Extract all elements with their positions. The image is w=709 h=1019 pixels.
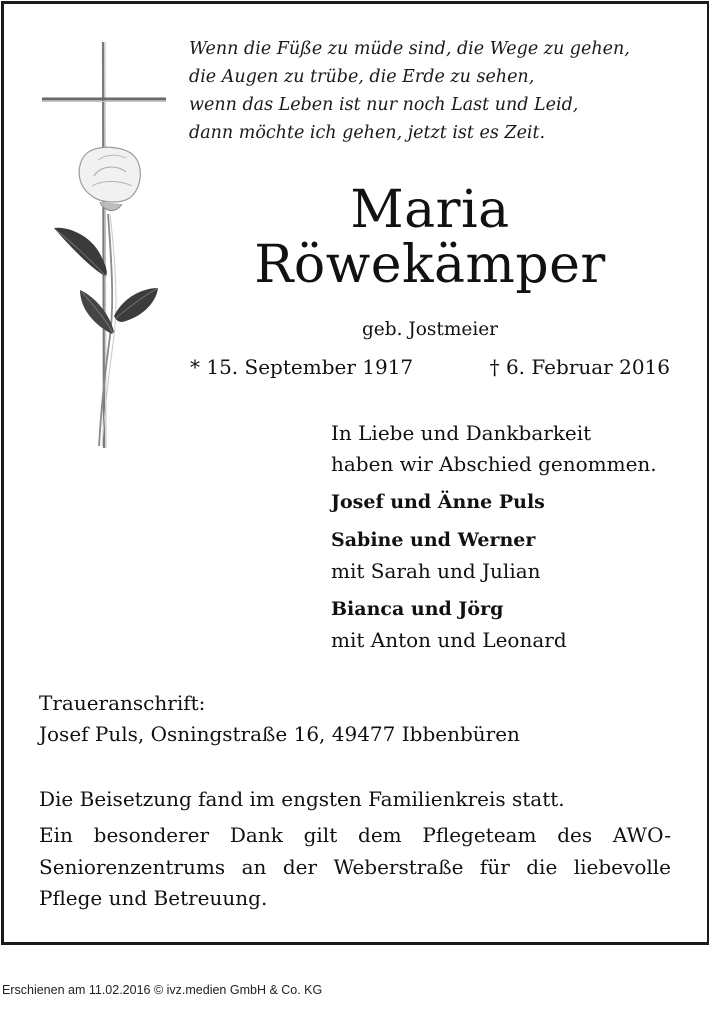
deceased-name: [190, 180, 670, 295]
mourner-subgroup: mit Sarah und Julian: [331, 559, 541, 583]
cross-with-rose-icon: [36, 36, 176, 456]
address-label: Traueranschrift:: [39, 691, 206, 715]
mourner-group: Sabine und Werner: [331, 529, 536, 551]
mourners-list: [331, 418, 691, 656]
mourner-subgroup: mit Anton und Leonard: [331, 628, 567, 652]
mourning-address: [39, 688, 679, 750]
poem-line: dann möchte ich gehen, jetzt ist es Zeit.: [189, 123, 546, 143]
poem-line: wenn das Leben ist nur noch Last und Leid,: [189, 95, 579, 115]
poem-line: die Augen zu trübe, die Erde zu sehen,: [189, 67, 535, 87]
mourners-intro: haben wir Abschied genommen.: [331, 452, 657, 476]
last-name: Röwekämper: [254, 235, 606, 295]
mourners-intro: In Liebe und Dankbarkeit: [331, 421, 592, 445]
mourner-group: Josef und Änne Puls: [331, 491, 545, 513]
thanks-note: Ein besonderer Dank gilt dem Pflegeteam des AWO-Seniorenzentrums an der Weberstraße für die liebevolle Pflege und Betreuung.: [39, 823, 671, 910]
maiden-name: geb. Jostmeier: [361, 319, 499, 340]
mourner-group: Bianca und Jörg: [331, 598, 504, 620]
publication-footer: Erschienen am 11.02.2016 © ivz.medien GmbH & Co. KG: [2, 983, 323, 997]
poem-line: Wenn die Füße zu müde sind, die Wege zu gehen,: [189, 39, 630, 59]
first-name: Maria: [350, 180, 510, 240]
death-date: † 6. Februar 2016: [489, 355, 670, 379]
birth-date: * 15. September 1917: [190, 355, 414, 379]
poem: [189, 35, 689, 147]
address-value: Josef Puls, Osningstraße 16, 49477 Ibbenbüren: [39, 722, 520, 746]
burial-note: Die Beisetzung fand im engsten Familienkreis statt.: [39, 787, 565, 811]
